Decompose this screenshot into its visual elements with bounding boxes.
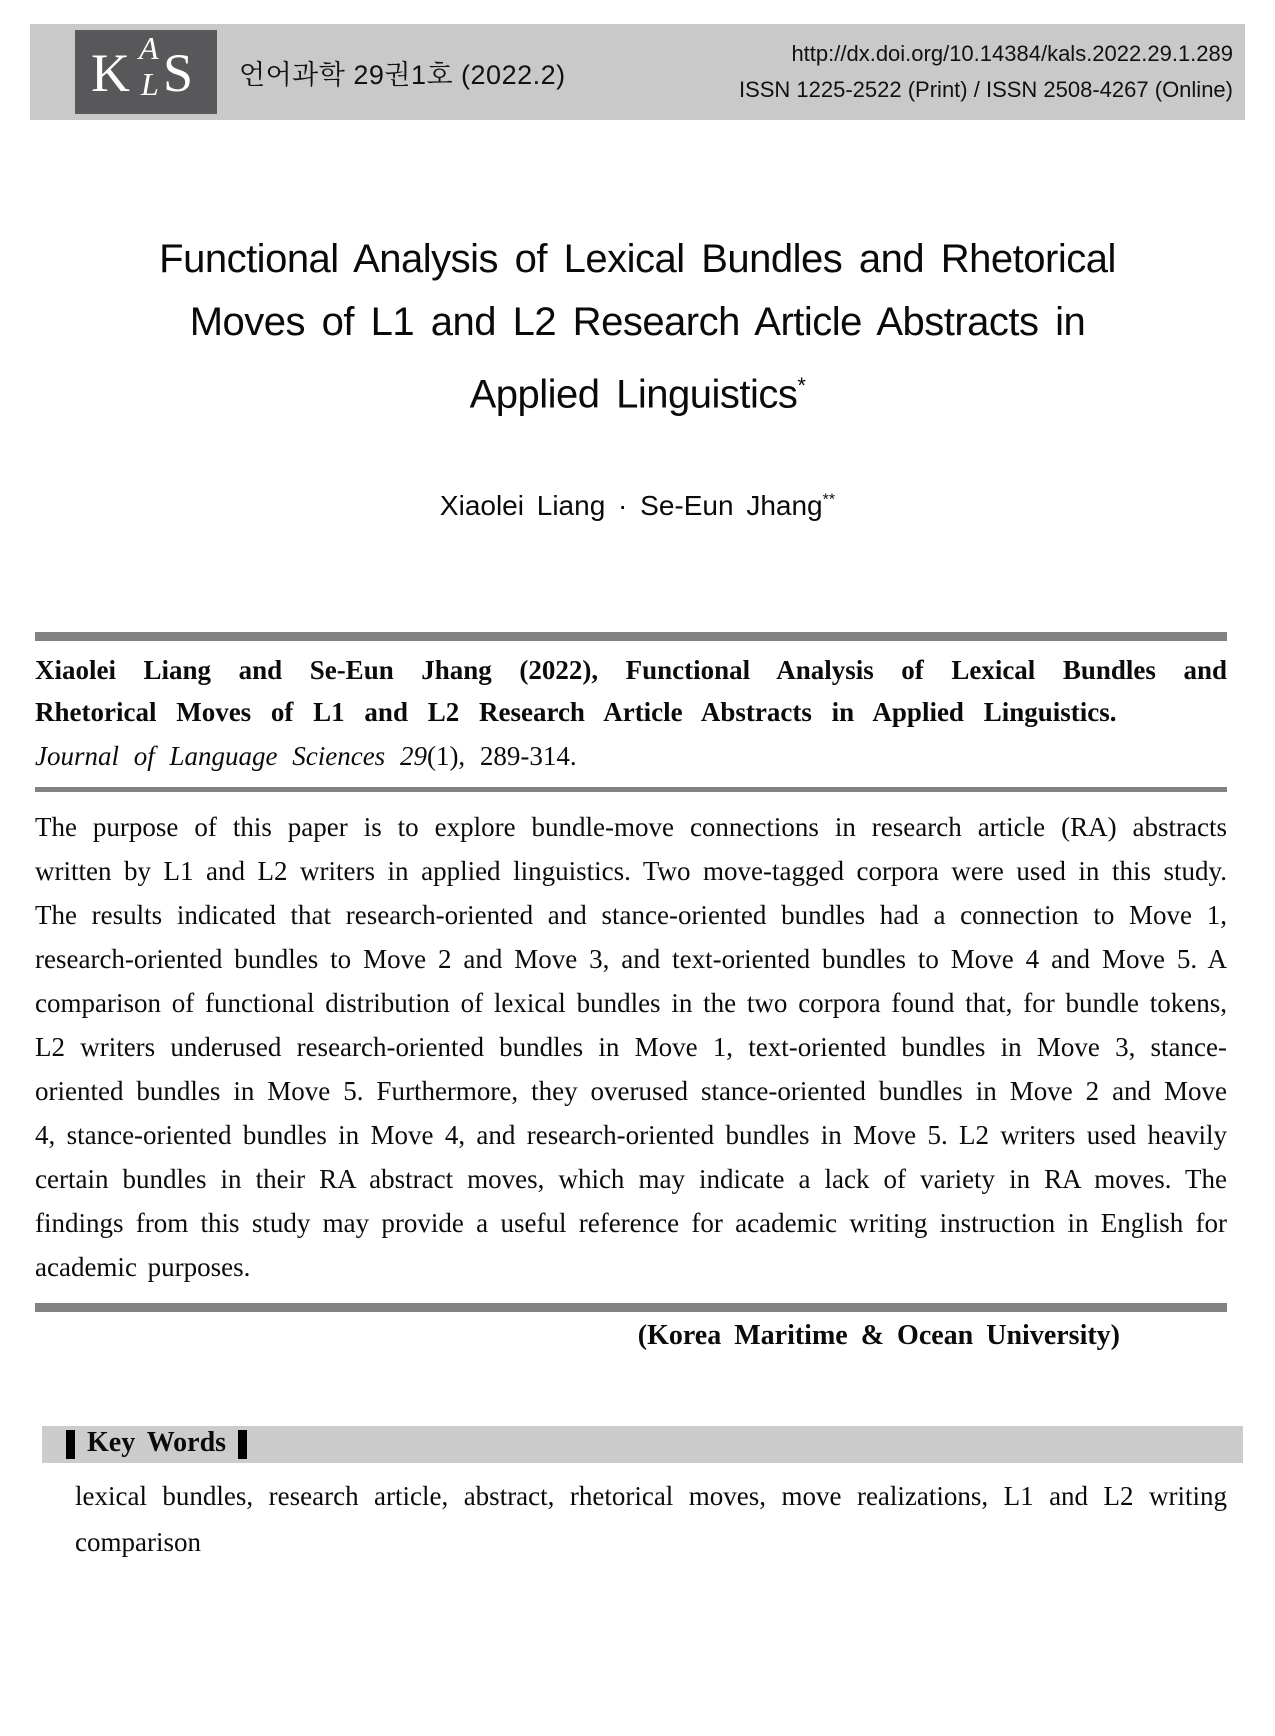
citation-journal-line <box>35 733 1227 779</box>
title-line-3-text: Applied Linguistics <box>469 372 798 417</box>
doi-line: http://dx.doi.org/10.14384/kals.2022.29.1.289 <box>791 41 1233 66</box>
issn-line: ISSN 1225-2522 (Print) / ISSN 2508-4267 (Online) <box>738 77 1233 102</box>
logo-letter-a: A <box>139 30 159 66</box>
keyword-delimiter-icon <box>66 1430 75 1459</box>
logo-letter-l: L <box>141 66 159 102</box>
keyword-delimiter-icon <box>238 1430 247 1459</box>
citation-rule-bottom <box>35 787 1227 792</box>
abstract-section <box>35 805 1227 1352</box>
authors-line <box>0 490 1275 522</box>
header-identifiers <box>739 36 1245 108</box>
keywords-text: lexical bundles, research article, abstract, rhetorical moves, move realizations, L1 and L2 writing comparison <box>75 1481 1227 1558</box>
citation-block <box>35 632 1227 792</box>
title-line-3 <box>0 354 1275 426</box>
citation-text: Xiaolei Liang and Se-Eun Jhang (2022), Functional Analysis of Lexical Bundles and Rhetorical Moves of L1 and L2 Research Article Abstracts in Applied Linguistics. <box>35 655 1227 728</box>
header-band <box>30 24 1245 120</box>
kals-logo <box>75 30 217 114</box>
abstract-rule-bottom <box>35 1303 1227 1312</box>
title-footnote-marker: * <box>797 373 806 398</box>
journal-issue: 언어과학 29권1호 (2022.2) <box>239 59 566 90</box>
logo-letter-s: S <box>163 43 194 103</box>
keywords-heading: Key Words <box>87 1426 227 1458</box>
title-line-2: Moves of L1 and L2 Research Article Abstracts in <box>189 300 1086 344</box>
citation-issue-pages: (1), 289-314. <box>426 741 577 772</box>
author-names: Xiaolei Liang · Se-Eun Jhang <box>439 490 823 522</box>
journal-name-italic: Journal of Language Sciences 29 <box>35 741 427 772</box>
citation-rule-top <box>35 632 1227 641</box>
affiliation: (Korea Maritime & Ocean University) <box>637 1320 1120 1352</box>
logo-letter-k: K <box>91 43 130 103</box>
paper-title <box>0 228 1275 426</box>
abstract-text: The purpose of this paper is to explore bundle-move connections in research article (RA) abstracts written by L1 and L2 writers in applied linguistics. Two move-tagged corpora were used in this study. The results indicated that research-oriented and stance-oriented bundles had a connection to Move 1, research-oriented bundles to Move 2 and Move 3, and text-oriented bundles to Move 4 and Move 5. A comparison of functional distribution of lexical bundles in the two corpora found that, for bundle tokens, L2 writers underused research-oriented bundles in Move 1, text-oriented bundles in Move 3, stance-oriented bundles in Move 5. Furthermore, they overused stance-oriented bundles in Move 2 and Move 4, stance-oriented bundles in Move 4, and research-oriented bundles in Move 5. L2 writers used heavily certain bundles in their RA abstract moves, which may indicate a lack of variety in RA moves. The findings from this study may provide a useful reference for academic writing instruction in English for academic purposes. <box>35 812 1227 1283</box>
authors-footnote-marker: ** <box>822 492 836 509</box>
keywords-band <box>42 1426 1243 1463</box>
title-line-1: Functional Analysis of Lexical Bundles and Rhetorical <box>159 237 1116 281</box>
